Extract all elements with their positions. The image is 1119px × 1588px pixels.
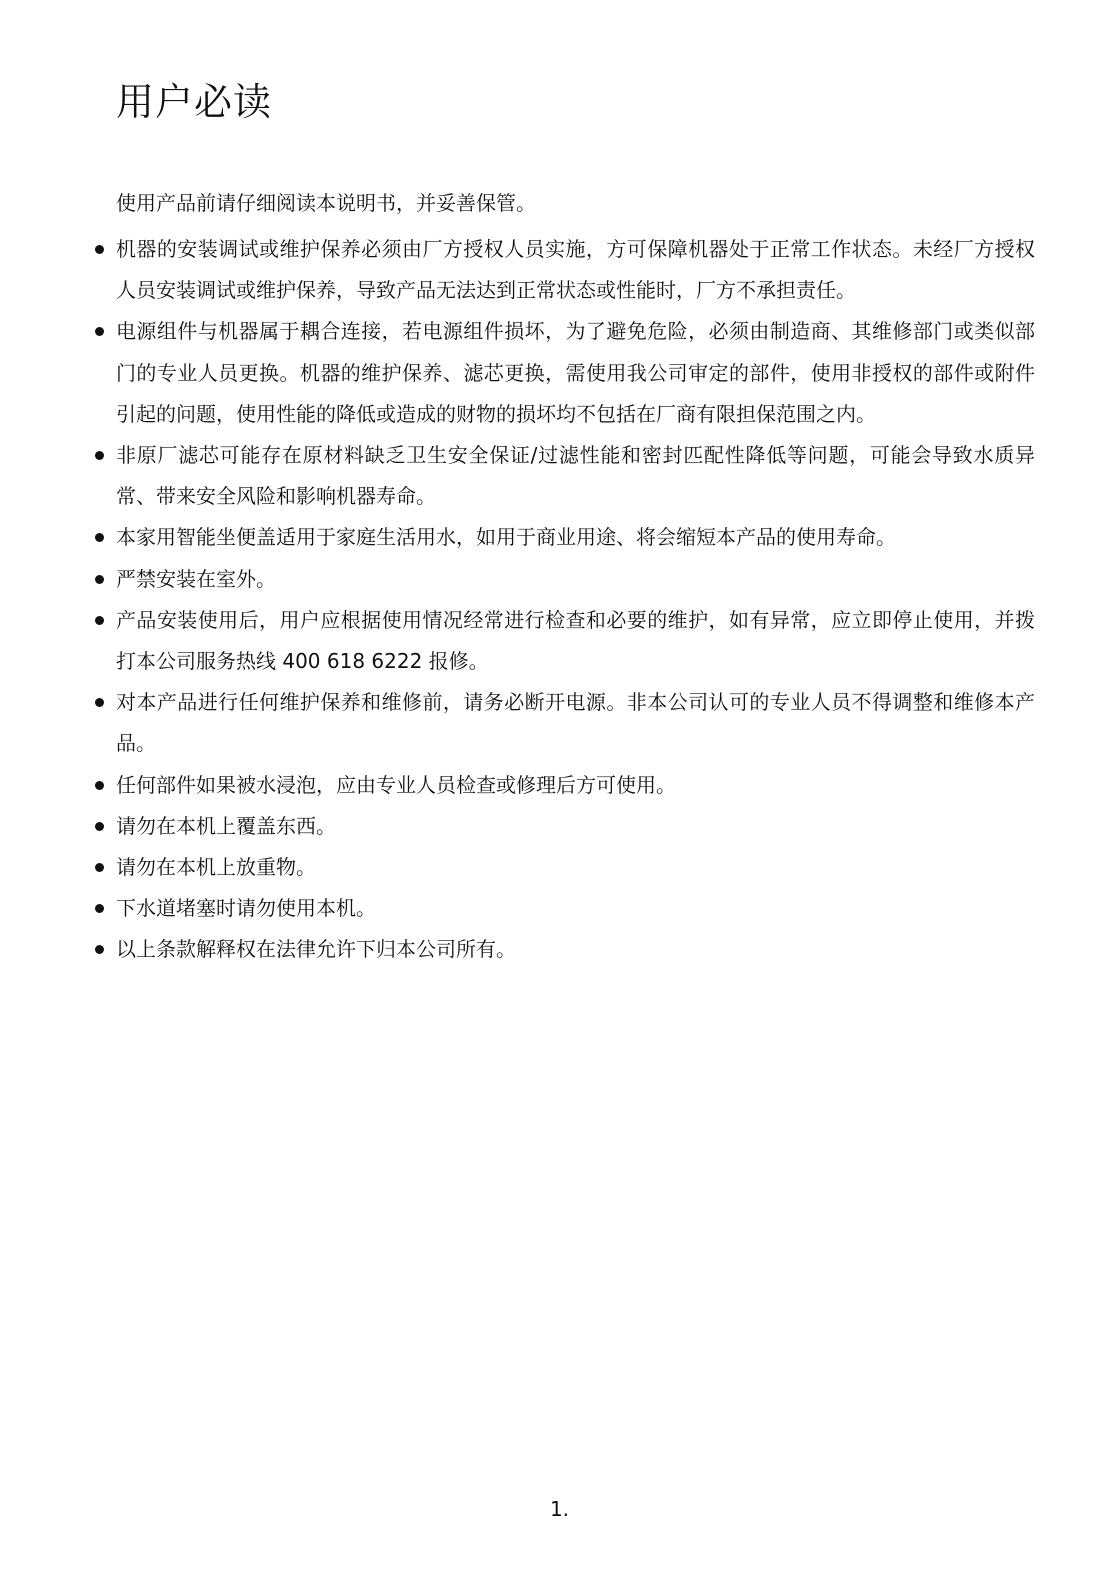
list-item <box>90 600 1035 682</box>
page-number: 1. <box>549 1497 570 1521</box>
page-title: 用户必读 <box>116 80 273 124</box>
intro-text: 使用产品前请仔细阅读本说明书，并妥善保管。 <box>116 191 536 215</box>
list-item <box>90 847 1035 888</box>
list-item <box>90 559 1035 600</box>
bullet-icon <box>95 945 104 954</box>
notice-text: 以上条款解释权在法律允许下归本公司所有。 <box>116 937 516 962</box>
bullet-icon <box>95 616 104 625</box>
bullet-icon <box>95 575 104 584</box>
notice-text: 对本产品进行任何维护保养和维修前，请务必断开电源。非本公司认可的专业人员不得调整和维修本产品。 <box>116 690 1035 756</box>
bullet-icon <box>95 863 104 872</box>
bullet-icon <box>95 327 104 336</box>
notice-text: 任何部件如果被水浸泡，应由专业人员检查或修理后方可使用。 <box>116 772 676 797</box>
list-item <box>90 517 1035 558</box>
list-item <box>90 311 1035 435</box>
bullet-icon <box>95 904 104 913</box>
list-item <box>90 929 1035 970</box>
bullet-icon <box>95 451 104 460</box>
list-item <box>90 806 1035 847</box>
list-item <box>90 682 1035 764</box>
notice-text: 严禁安装在室外。 <box>116 566 276 591</box>
bullet-icon <box>95 781 104 790</box>
list-item <box>90 435 1035 517</box>
notice-text: 非原厂滤芯可能存在原材料缺乏卫生安全保证/过滤性能和密封匹配性降低等问题，可能会导致水质异常、带来安全风险和影响机器寿命。 <box>116 443 1035 509</box>
notice-text: 本家用智能坐便盖适用于家庭生活用水，如用于商业用途、将会缩短本产品的使用寿命。 <box>116 525 896 550</box>
list-item <box>90 229 1035 311</box>
list-item <box>90 888 1035 929</box>
notice-text: 电源组件与机器属于耦合连接，若电源组件损坏，为了避免危险，必须由制造商、其维修部门或类似部门的专业人员更换。机器的维护保养、滤芯更换，需使用我公司审定的部件，使用非授权的部件或附件引起的问题，使用性能的降低或造成的财物的损坏均不包括在厂商有限担保范围之内。 <box>116 319 1035 426</box>
notice-list <box>90 229 1035 971</box>
notice-text: 下水道堵塞时请勿使用本机。 <box>116 896 376 921</box>
list-item <box>90 765 1035 806</box>
notice-text: 请勿在本机上覆盖东西。 <box>116 813 336 838</box>
bullet-icon <box>95 822 104 831</box>
notice-text: 请勿在本机上放重物。 <box>116 855 316 880</box>
notice-text: 产品安装使用后，用户应根据使用情况经常进行检查和必要的维护，如有异常，应立即停止使用，并拨打本公司服务热线 400 618 6222 报修。 <box>116 607 1035 674</box>
bullet-icon <box>95 698 104 707</box>
bullet-icon <box>95 533 104 542</box>
bullet-icon <box>95 245 104 254</box>
notice-text: 机器的安装调试或维护保养必须由厂方授权人员实施，方可保障机器处于正常工作状态。未经厂方授权人员安装调试或维护保养，导致产品无法达到正常状态或性能时，厂方不承担责任。 <box>116 237 1035 303</box>
